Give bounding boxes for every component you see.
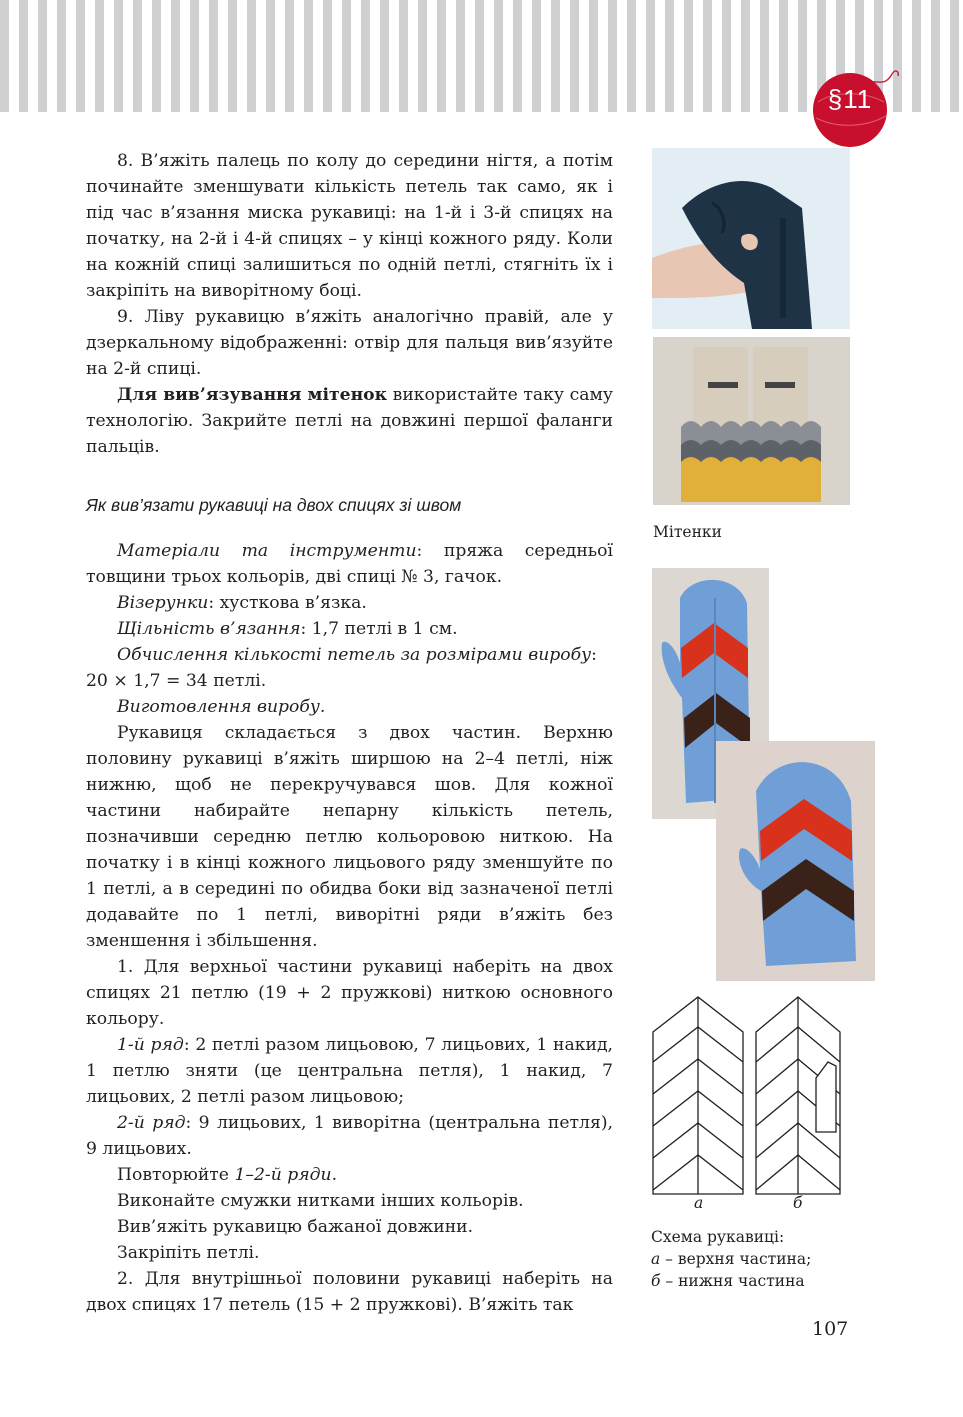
- caption-scheme-b-text: – нижня частина: [660, 1272, 805, 1290]
- photo-navy-mitten: [652, 148, 850, 329]
- density-label: Щільність в’язання: [117, 619, 301, 639]
- calc-formula: 20 × 1,7 = 34 петлі.: [86, 671, 267, 691]
- mittens-text: використайте таку саму технологію. Закрийте петлі на довжині першої фаланги пальців.: [86, 385, 613, 457]
- section-number: §11: [827, 84, 873, 114]
- photo-striped-mittens: [653, 337, 850, 505]
- materials-text: : пряжа середньої товщини трьох кольорів, дві спиці № 3, гачок.: [86, 541, 613, 587]
- repeat-italic: 1–2-й ряди: [234, 1165, 332, 1185]
- close-line: Закріпіть петлі.: [117, 1243, 260, 1263]
- calc-colon: :: [591, 645, 597, 665]
- row-1-text: : 2 петлі разом лицьовою, 7 лицьових, 1 накид, 1 петлю зняти (це центральна петля), 1 накид, 7 лицьових, 2 петлі разом лицьовою;: [86, 1035, 613, 1107]
- page-number: 107: [812, 1318, 849, 1340]
- diagram-label-a: а: [694, 1194, 704, 1212]
- patterns-paragraph: [86, 590, 613, 616]
- mitten-scheme-diagram: [650, 994, 842, 1212]
- materials-paragraph: [86, 538, 613, 590]
- row-2-paragraph: [86, 1110, 613, 1162]
- patterns-text: : хусткова в’язка.: [208, 593, 367, 613]
- caption-scheme-a-text: – верхня частина;: [660, 1250, 812, 1268]
- mittens-bold-label: Для вив’язування мітенок: [117, 385, 388, 405]
- length-line: Вив’яжіть рукавицю бажаної довжини.: [117, 1217, 474, 1237]
- row-1-label: 1-й ряд: [117, 1035, 184, 1055]
- row-2-label: 2-й ряд: [117, 1113, 186, 1133]
- making-paragraph: Рукавиця складається з двох частин. Верхню половину рукавиці в’яжіть ширшою на 2–4 петлі, ніж нижню, щоб не перекручувався шов. Для кожної частини набирайте непарну кількість петель, позначивши середню петлю кольоровою ниткою. На початку і в кінці кожного лицьового ряду зменшуйте по 1 петлі, а в середині по обидва боки від зазначеної петлі додавайте по 1 петлі, виворітні ряди в’яжіть без зменшення і збільшення.: [86, 723, 613, 951]
- row-1-paragraph: [86, 1032, 613, 1110]
- caption-scheme-a: [651, 1248, 811, 1270]
- photo-blue-mitten-lower: [716, 741, 875, 981]
- repeat-suffix: .: [331, 1165, 338, 1185]
- caption-scheme-b-letter: б: [651, 1272, 661, 1290]
- caption-scheme: [651, 1226, 811, 1292]
- stripes-line: Виконайте смужки нитками інших кольорів.: [117, 1191, 524, 1211]
- text-block-top: [86, 148, 613, 460]
- materials-label: Матеріали та інструменти: [117, 541, 417, 561]
- row-2-text: : 9 лицьових, 1 виворітна (центральна петля), 9 лицьових.: [86, 1113, 613, 1159]
- density-paragraph: [86, 616, 613, 642]
- step-1-paragraph: 1. Для верхньої частини рукавиці наберіть на двох спицях 21 петлю (19 + 2 пружкові) ниткою основного кольору.: [86, 957, 613, 1029]
- paragraph-mittens: [86, 382, 613, 460]
- caption-scheme-b: [651, 1270, 811, 1292]
- patterns-label: Візерунки: [117, 593, 209, 613]
- caption-scheme-a-letter: а: [651, 1250, 661, 1268]
- text-block-main: [86, 538, 613, 1318]
- caption-mittens: Мітенки: [653, 523, 722, 541]
- density-text: : 1,7 петлі в 1 см.: [300, 619, 458, 639]
- repeat-prefix: Повторюйте: [117, 1165, 235, 1185]
- paragraph-step-8: 8. В’яжіть палець по колу до середини нігтя, а потім починайте зменшувати кількість петель так само, як і під час в’язання миска рукавиці: на 1-й і 3-й спицях на початку, на 2-й і 4-й спицях – у кінці кожного ряду. Коли на кожній спиці залишиться по одній петлі, стягніть їх і закріпіть на виворітному боці.: [86, 151, 613, 301]
- diagram-label-b: б: [793, 1194, 803, 1212]
- paragraph-step-9: 9. Ліву рукавицю в’яжіть аналогічно правій, але у дзеркальному відображенні: отвір для пальця вив’язуйте на 2-й спиці.: [86, 307, 613, 379]
- step-2-paragraph: 2. Для внутрішньої половини рукавиці наберіть на двох спицях 17 петель (15 + 2 пружкові). В’яжіть так: [86, 1269, 613, 1315]
- calc-label: Обчислення кількості петель за розмірами виробу: [117, 645, 592, 665]
- section-heading: Як вив’язати рукавиці на двох спицях зі швом: [86, 495, 462, 515]
- making-label: Виготовлення виробу.: [117, 697, 326, 717]
- repeat-line: [86, 1162, 613, 1188]
- calc-paragraph: [86, 642, 613, 668]
- caption-scheme-title: Схема рукавиці:: [651, 1228, 785, 1246]
